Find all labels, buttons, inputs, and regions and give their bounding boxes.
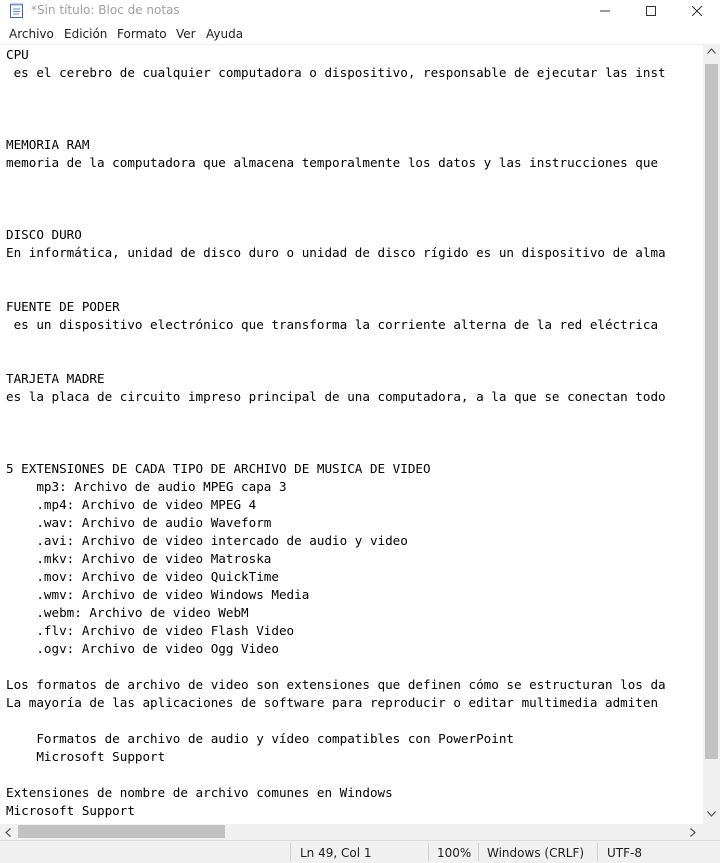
status-divider	[597, 843, 598, 861]
text-line: .wav: Archivo de audio Waveform	[6, 515, 272, 530]
zoom-level: 100%	[437, 846, 472, 860]
text-line: mp3: Archivo de audio MPEG capa 3	[6, 479, 287, 494]
text-line: .ogv: Archivo de video Ogg Video	[6, 641, 279, 656]
scroll-up-icon[interactable]	[707, 48, 716, 54]
scrollbar-corner	[703, 824, 720, 840]
horizontal-scroll-thumb[interactable]	[18, 825, 225, 838]
text-line: Microsoft Support	[6, 803, 135, 818]
text-line: .mov: Archivo de video QuickTime	[6, 569, 279, 584]
close-button[interactable]	[674, 0, 720, 22]
scroll-down-icon[interactable]	[707, 811, 716, 817]
status-divider	[478, 843, 479, 861]
menu-formato[interactable]: Formato	[117, 27, 167, 41]
text-line: Extensiones de nombre de archivo comunes en Windows	[6, 785, 393, 800]
text-line: CPU	[6, 47, 29, 62]
title-bar[interactable]	[0, 0, 720, 22]
scroll-right-icon[interactable]	[690, 828, 696, 837]
menu-edicion[interactable]: Edición	[64, 27, 108, 41]
text-line: es la placa de circuito impreso principal de una computadora, a la que se conectan todo	[6, 389, 666, 404]
line-ending: Windows (CRLF)	[487, 846, 585, 860]
status-divider	[290, 843, 291, 861]
text-line: 5 EXTENSIONES DE CADA TIPO DE ARCHIVO DE MUSICA DE VIDEO	[6, 461, 431, 476]
text-line: En informática, unidad de disco duro o unidad de disco rígido es un dispositivo de alma	[6, 245, 666, 260]
menu-ayuda[interactable]: Ayuda	[206, 27, 244, 41]
text-line: FUENTE DE PODER	[6, 299, 120, 314]
horizontal-scrollbar[interactable]	[0, 824, 703, 840]
text-line: .wmv: Archivo de video Windows Media	[6, 587, 310, 602]
text-line: Formatos de archivo de audio y vídeo compatibles con PowerPoint	[6, 731, 514, 746]
text-line: .mkv: Archivo de video Matroska	[6, 551, 272, 566]
minimize-icon	[600, 6, 610, 16]
menu-ver[interactable]: Ver	[176, 27, 196, 41]
text-editor[interactable]	[0, 44, 703, 825]
maximize-icon	[646, 6, 656, 16]
text-line: es un dispositivo electrónico que transforma la corriente alterna de la red eléctrica	[6, 317, 659, 332]
status-bar	[0, 840, 720, 863]
status-divider	[428, 843, 429, 861]
cursor-position: Ln 49, Col 1	[300, 846, 372, 860]
minimize-button[interactable]	[582, 0, 628, 22]
text-line: .webm: Archivo de video WebM	[6, 605, 249, 620]
text-line: Los formatos de archivo de video son extensiones que definen cómo se estructuran los da	[6, 677, 666, 692]
notepad-icon	[10, 3, 23, 18]
text-line: .mp4: Archivo de video MPEG 4	[6, 497, 257, 512]
text-line: .avi: Archivo de video intercado de audio y video	[6, 533, 408, 548]
close-icon	[692, 6, 702, 16]
text-line: MEMORIA RAM	[6, 137, 90, 152]
text-line: DISCO DURO	[6, 227, 82, 242]
window-title: *Sin título: Bloc de notas	[31, 3, 180, 17]
text-line: .flv: Archivo de video Flash Video	[6, 623, 295, 638]
text-line: TARJETA MADRE	[6, 371, 105, 386]
encoding: UTF-8	[607, 846, 642, 860]
text-line: La mayoría de las aplicaciones de software para reproducir o editar multimedia admiten	[6, 695, 659, 710]
text-line: es el cerebro de cualquier computadora o dispositivo, responsable de ejecutar las inst	[6, 65, 666, 80]
scroll-left-icon[interactable]	[5, 828, 11, 837]
maximize-button[interactable]	[628, 0, 674, 22]
menu-archivo[interactable]: Archivo	[9, 27, 54, 41]
text-line: Microsoft Support	[6, 749, 166, 764]
vertical-scroll-thumb[interactable]	[705, 64, 718, 759]
menu-bar	[0, 24, 720, 44]
text-line: memoria de la computadora que almacena temporalmente los datos y las instrucciones que	[6, 155, 659, 170]
vertical-scrollbar[interactable]	[703, 44, 720, 824]
